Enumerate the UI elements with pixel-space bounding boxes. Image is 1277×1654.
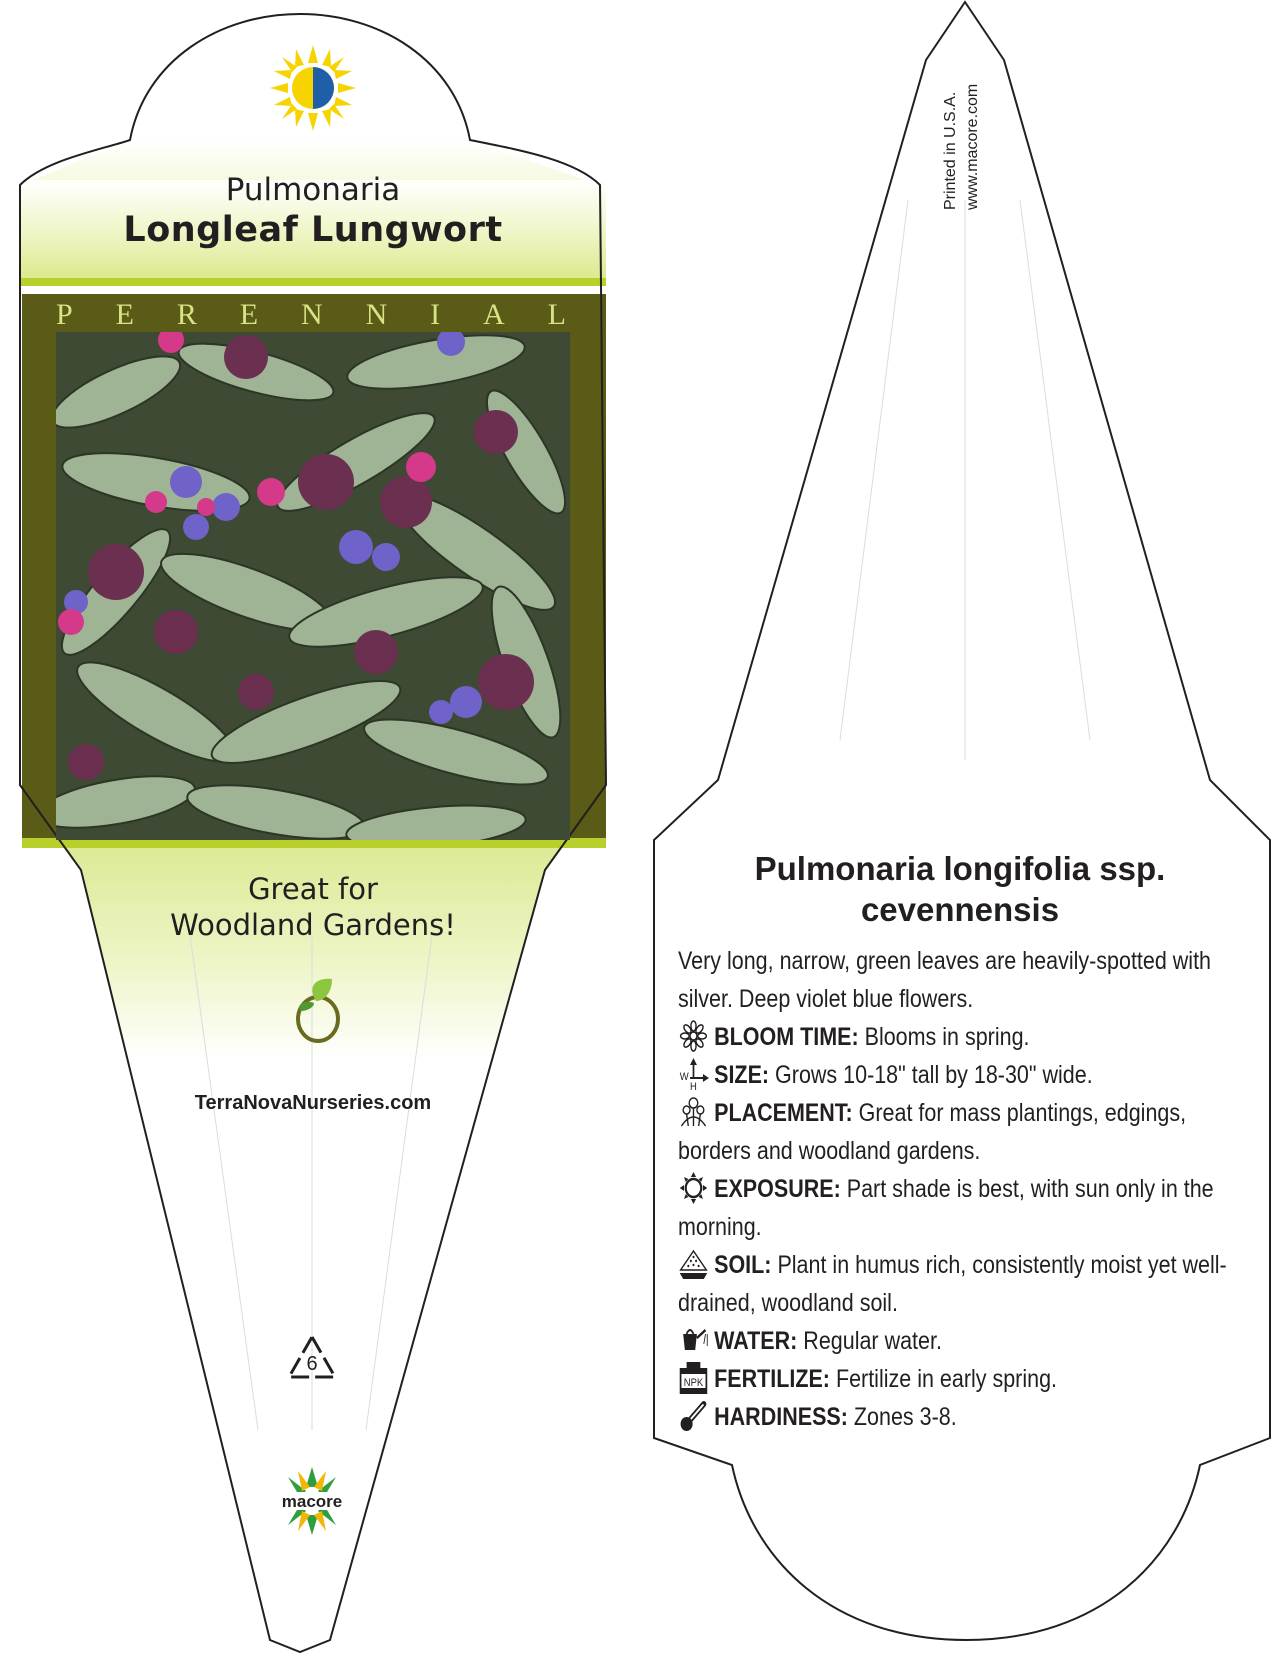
svg-text:H: H — [690, 1081, 697, 1090]
soil-value: Plant in humus rich, consistently moist yet well-drained, woodland soil. — [678, 1251, 1227, 1317]
attribute-exposure — [678, 1170, 1246, 1246]
plant-details — [678, 942, 1246, 1436]
category-letter: I — [430, 298, 441, 331]
attribute-bloom-time — [678, 1018, 1246, 1056]
plant-common-name: Longleaf Lungwort — [123, 210, 503, 250]
watering-can-icon — [678, 1324, 709, 1356]
attribute-placement — [678, 1094, 1246, 1170]
category-letter: N — [365, 298, 388, 331]
attribute-hardiness — [678, 1398, 1246, 1436]
front-tag — [0, 0, 626, 1654]
plant-genus: Pulmonaria — [225, 172, 401, 208]
sun-icon — [678, 1172, 709, 1204]
tagline — [0, 871, 626, 943]
hardiness-value: Zones 3-8. — [853, 1403, 957, 1431]
placement-icon — [678, 1096, 709, 1128]
category-letter: L — [547, 298, 566, 331]
macore-logo-text: macore — [281, 1492, 343, 1511]
size-icon — [678, 1058, 709, 1090]
fertilize-label: FERTILIZE: — [714, 1365, 830, 1393]
npk-icon — [678, 1362, 709, 1394]
placement-label: PLACEMENT: — [714, 1099, 853, 1127]
leaf-logo-icon — [288, 975, 348, 1045]
botanical-name-line-1: Pulmonaria longifolia ssp. — [754, 850, 1166, 887]
category-banner — [56, 298, 566, 332]
category-letter: E — [239, 298, 259, 331]
category-letter: R — [176, 298, 197, 331]
attribute-soil — [678, 1246, 1246, 1322]
thermometer-icon — [678, 1400, 709, 1432]
botanical-name-line-2: cevennensis — [860, 891, 1060, 928]
exposure-label: EXPOSURE: — [714, 1175, 841, 1203]
category-letter: A — [483, 298, 505, 331]
category-letter: N — [300, 298, 323, 331]
printed-info — [940, 84, 984, 210]
tagline-line-2: Woodland Gardens! — [170, 908, 456, 942]
recycle-icon — [286, 1334, 338, 1382]
category-letter: E — [115, 298, 134, 331]
attribute-size — [678, 1056, 1246, 1094]
botanical-name — [680, 848, 1240, 930]
plant-photo — [56, 332, 570, 840]
size-value: Grows 10-18" tall by 18-30" wide. — [775, 1061, 1093, 1089]
flower-icon — [678, 1020, 709, 1052]
svg-text:NPK: NPK — [683, 1377, 704, 1390]
printed-country: Printed in U.S.A. — [942, 91, 959, 210]
placement-value: Great for mass plantings, edgings, borders and woodland gardens. — [678, 1099, 1187, 1165]
size-label: SIZE: — [714, 1061, 770, 1089]
sun-partshade-icon — [270, 45, 356, 131]
nursery-website[interactable]: TerraNovaNurseries.com — [194, 1092, 432, 1114]
water-value: Regular water. — [803, 1327, 942, 1355]
soil-icon — [678, 1248, 709, 1280]
water-label: WATER: — [714, 1327, 798, 1355]
tagline-line-1: Great for — [248, 872, 378, 906]
recycle-number: 6 — [306, 1353, 318, 1375]
hardiness-label: HARDINESS: — [714, 1403, 848, 1431]
category-letter: P — [56, 298, 73, 331]
exposure-value: Part shade is best, with sun only in the morning. — [678, 1175, 1214, 1241]
fertilize-value: Fertilize in early spring. — [835, 1365, 1058, 1393]
printer-website[interactable]: www.macore.com — [964, 83, 981, 210]
attribute-water — [678, 1322, 1246, 1360]
svg-text:W: W — [679, 1071, 689, 1084]
attribute-fertilize — [678, 1360, 1246, 1398]
plant-description: Very long, narrow, green leaves are heavily-spotted with silver. Deep violet blue flowers. — [678, 947, 1212, 1013]
bloom-time-label: BLOOM TIME: — [714, 1023, 859, 1051]
soil-label: SOIL: — [714, 1251, 772, 1279]
bloom-time-value: Blooms in spring. — [864, 1023, 1030, 1051]
macore-logo — [270, 1466, 354, 1536]
